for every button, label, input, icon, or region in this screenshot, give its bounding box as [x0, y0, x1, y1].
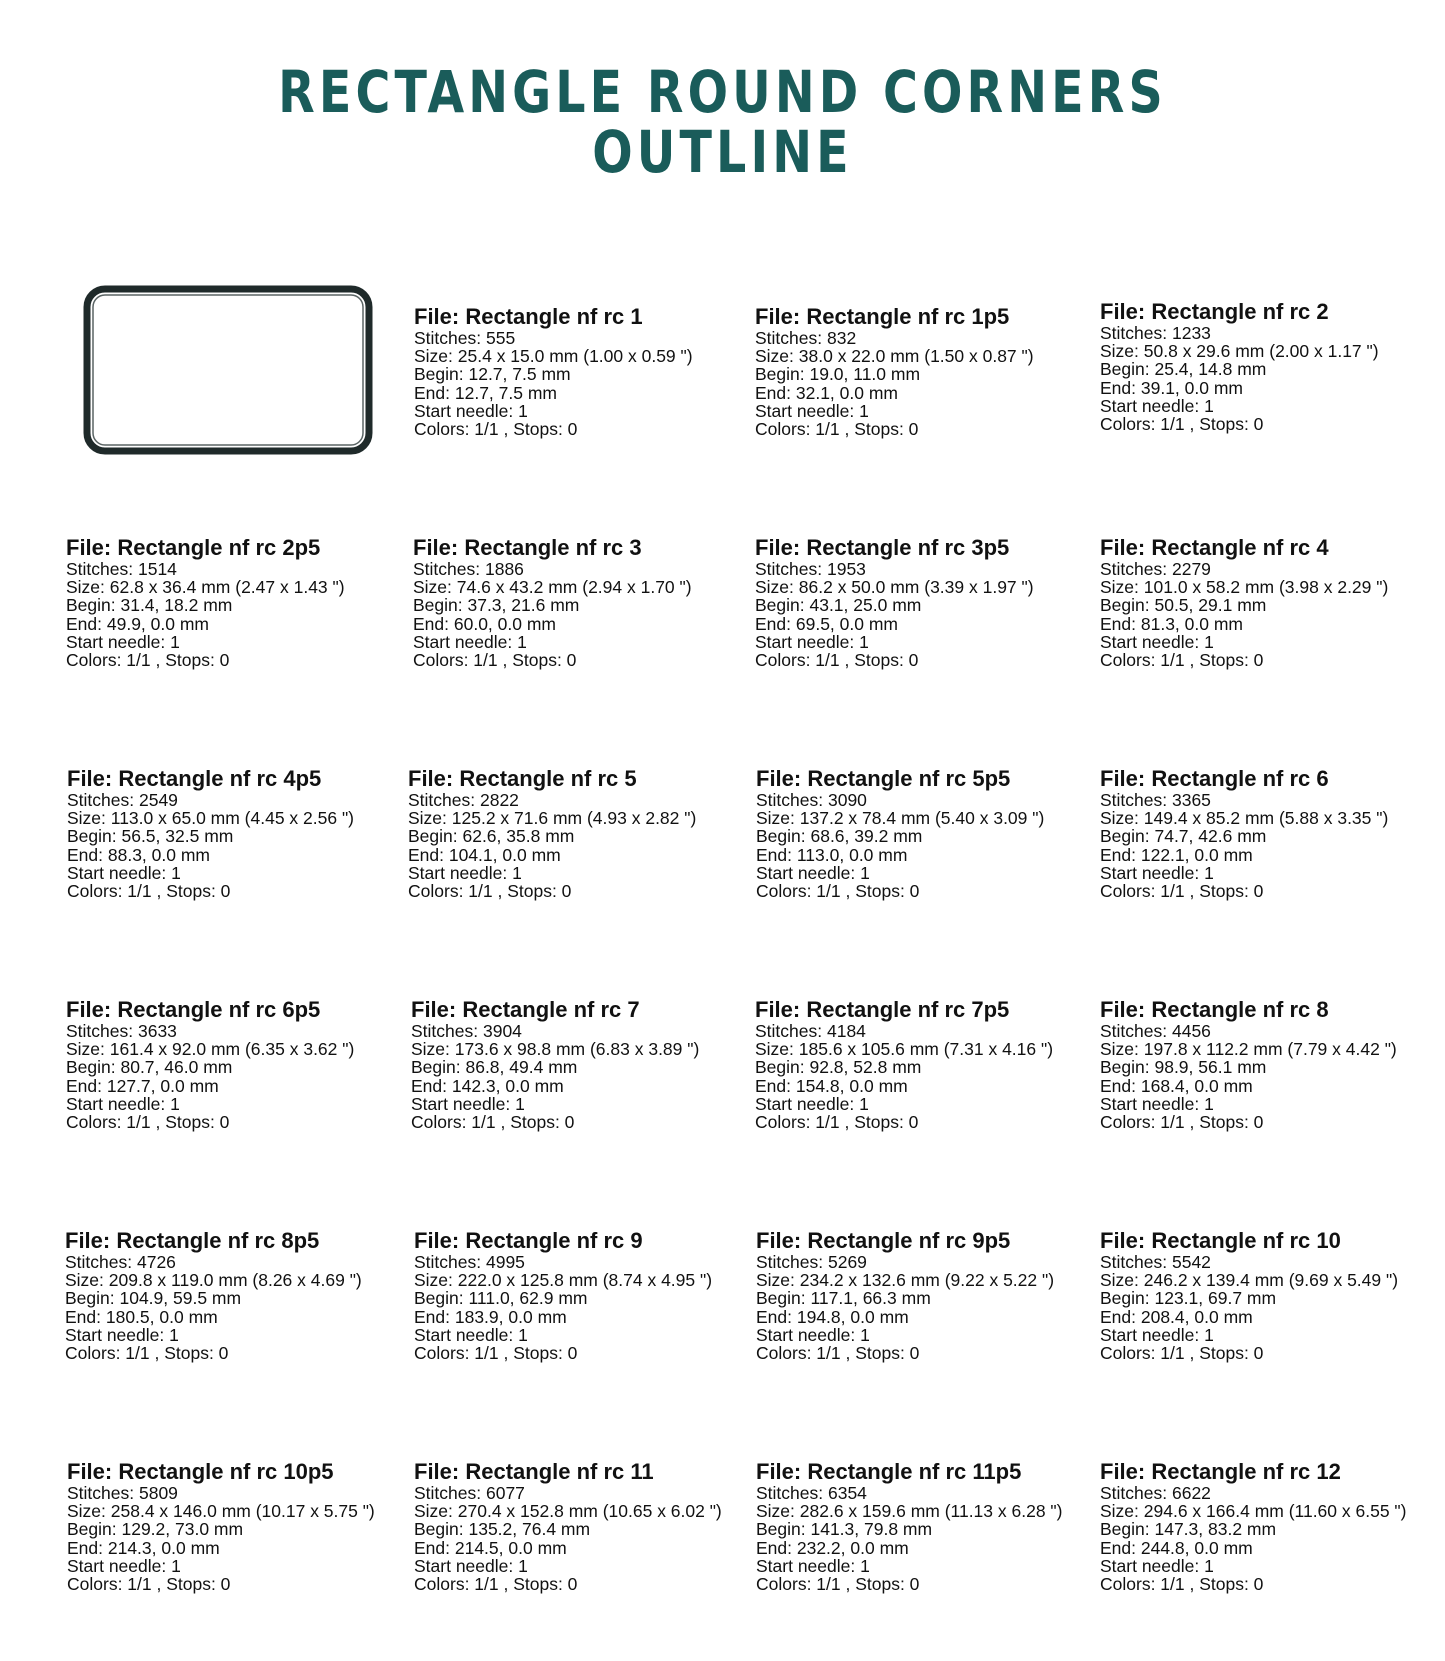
end-position: End: 113.0, 0.0 mm — [756, 844, 908, 865]
file-name: File: Rectangle nf rc 7 — [411, 997, 640, 1022]
design-size: Size: 62.8 x 36.4 mm (2.47 x 1.43 ") — [66, 577, 345, 598]
start-needle: Start needle: 1 — [1100, 1555, 1214, 1576]
file-card — [408, 767, 748, 900]
rounded-rectangle-outline-icon — [83, 285, 373, 455]
begin-position: Begin: 147.3, 83.2 mm — [1100, 1519, 1277, 1540]
start-needle: Start needle: 1 — [756, 1324, 870, 1345]
file-card — [1100, 1229, 1440, 1362]
start-needle: Start needle: 1 — [755, 400, 869, 421]
design-size: Size: 50.8 x 29.6 mm (2.00 x 1.17 ") — [1100, 341, 1379, 362]
end-position: End: 60.0, 0.0 mm — [413, 613, 556, 634]
start-needle: Start needle: 1 — [1100, 862, 1214, 883]
begin-position: Begin: 74.7, 42.6 mm — [1100, 826, 1267, 847]
file-name: File: Rectangle nf rc 2p5 — [66, 535, 321, 560]
begin-position: Begin: 98.9, 56.1 mm — [1100, 1057, 1267, 1078]
file-name: File: Rectangle nf rc 11 — [414, 1459, 654, 1484]
file-name: File: Rectangle nf rc 6 — [1100, 766, 1329, 791]
end-position: End: 180.5, 0.0 mm — [65, 1306, 218, 1327]
begin-position: Begin: 31.4, 18.2 mm — [66, 595, 233, 616]
stitches-count: Stitches: 4456 — [1100, 1021, 1211, 1041]
end-position: End: 39.1, 0.0 mm — [1100, 377, 1243, 398]
file-card — [1100, 300, 1440, 433]
design-size: Size: 222.0 x 125.8 mm (8.74 x 4.95 ") — [414, 1270, 713, 1291]
design-size: Size: 197.8 x 112.2 mm (7.79 x 4.42 ") — [1100, 1039, 1397, 1060]
start-needle: Start needle: 1 — [756, 862, 870, 883]
page-title-line-2: OUTLINE — [592, 118, 853, 186]
file-name: File: Rectangle nf rc 4p5 — [67, 766, 322, 791]
end-position: End: 81.3, 0.0 mm — [1100, 613, 1243, 634]
end-position: End: 49.9, 0.0 mm — [66, 613, 209, 634]
design-size: Size: 137.2 x 78.4 mm (5.40 x 3.09 ") — [756, 808, 1045, 829]
begin-position: Begin: 129.2, 73.0 mm — [67, 1519, 244, 1540]
end-position: End: 69.5, 0.0 mm — [755, 613, 898, 634]
colors-stops: Colors: 1/1 , Stops: 0 — [756, 1574, 920, 1595]
start-needle: Start needle: 1 — [414, 1324, 528, 1345]
stitches-count: Stitches: 5542 — [1100, 1252, 1211, 1272]
begin-position: Begin: 135.2, 76.4 mm — [414, 1519, 591, 1540]
colors-stops: Colors: 1/1 , Stops: 0 — [1100, 650, 1264, 671]
file-name: File: Rectangle nf rc 5 — [408, 766, 637, 791]
colors-stops: Colors: 1/1 , Stops: 0 — [756, 1343, 920, 1364]
end-position: End: 168.4, 0.0 mm — [1100, 1075, 1253, 1096]
end-position: End: 214.5, 0.0 mm — [414, 1537, 567, 1558]
design-size: Size: 258.4 x 146.0 mm (10.17 x 5.75 ") — [67, 1501, 375, 1522]
file-name: File: Rectangle nf rc 7p5 — [755, 997, 1010, 1022]
start-needle: Start needle: 1 — [414, 400, 528, 421]
stitches-count: Stitches: 4995 — [414, 1252, 525, 1272]
file-name: File: Rectangle nf rc 1 — [414, 304, 643, 329]
design-size: Size: 282.6 x 159.6 mm (11.13 x 6.28 ") — [756, 1501, 1063, 1522]
begin-position: Begin: 117.1, 66.3 mm — [756, 1288, 931, 1309]
file-card — [414, 1460, 754, 1593]
begin-position: Begin: 104.9, 59.5 mm — [65, 1288, 242, 1309]
end-position: End: 183.9, 0.0 mm — [414, 1306, 567, 1327]
design-size: Size: 234.2 x 132.6 mm (9.22 x 5.22 ") — [756, 1270, 1055, 1291]
start-needle: Start needle: 1 — [411, 1093, 525, 1114]
colors-stops: Colors: 1/1 , Stops: 0 — [414, 1343, 578, 1364]
stitches-count: Stitches: 1886 — [413, 559, 524, 579]
stitches-count: Stitches: 1514 — [66, 559, 177, 579]
stitches-count: Stitches: 6354 — [756, 1483, 867, 1503]
start-needle: Start needle: 1 — [1100, 395, 1214, 416]
design-size: Size: 209.8 x 119.0 mm (8.26 x 4.69 ") — [65, 1270, 362, 1291]
start-needle: Start needle: 1 — [755, 631, 869, 652]
design-size: Size: 294.6 x 166.4 mm (11.60 x 6.55 ") — [1100, 1501, 1407, 1522]
file-card — [67, 767, 407, 900]
end-position: End: 194.8, 0.0 mm — [756, 1306, 909, 1327]
colors-stops: Colors: 1/1 , Stops: 0 — [755, 1112, 919, 1133]
stitches-count: Stitches: 3090 — [756, 790, 867, 810]
colors-stops: Colors: 1/1 , Stops: 0 — [1100, 1343, 1264, 1364]
file-card — [755, 305, 1095, 438]
start-needle: Start needle: 1 — [755, 1093, 869, 1114]
file-name: File: Rectangle nf rc 11p5 — [756, 1459, 1022, 1484]
stitches-count: Stitches: 4726 — [65, 1252, 176, 1272]
end-position: End: 88.3, 0.0 mm — [67, 844, 210, 865]
end-position: End: 104.1, 0.0 mm — [408, 844, 561, 865]
end-position: End: 12.7, 7.5 mm — [414, 382, 557, 403]
file-card — [414, 1229, 754, 1362]
stitches-count: Stitches: 6077 — [414, 1483, 525, 1503]
begin-position: Begin: 123.1, 69.7 mm — [1100, 1288, 1277, 1309]
stitches-count: Stitches: 1233 — [1100, 323, 1211, 343]
colors-stops: Colors: 1/1 , Stops: 0 — [1100, 414, 1264, 435]
stitches-count: Stitches: 5809 — [67, 1483, 178, 1503]
design-size: Size: 74.6 x 43.2 mm (2.94 x 1.70 ") — [413, 577, 692, 598]
colors-stops: Colors: 1/1 , Stops: 0 — [65, 1343, 229, 1364]
colors-stops: Colors: 1/1 , Stops: 0 — [67, 881, 231, 902]
file-name: File: Rectangle nf rc 8p5 — [65, 1228, 320, 1253]
begin-position: Begin: 50.5, 29.1 mm — [1100, 595, 1267, 616]
begin-position: Begin: 92.8, 52.8 mm — [755, 1057, 922, 1078]
begin-position: Begin: 37.3, 21.6 mm — [413, 595, 580, 616]
design-size: Size: 173.6 x 98.8 mm (6.83 x 3.89 ") — [411, 1039, 700, 1060]
file-card — [413, 536, 753, 669]
file-name: File: Rectangle nf rc 9p5 — [756, 1228, 1011, 1253]
file-card — [756, 1229, 1096, 1362]
file-card — [755, 536, 1095, 669]
file-name: File: Rectangle nf rc 2 — [1100, 299, 1329, 324]
begin-position: Begin: 86.8, 49.4 mm — [411, 1057, 578, 1078]
end-position: End: 127.7, 0.0 mm — [66, 1075, 219, 1096]
begin-position: Begin: 56.5, 32.5 mm — [67, 826, 234, 847]
colors-stops: Colors: 1/1 , Stops: 0 — [1100, 1574, 1264, 1595]
stitches-count: Stitches: 2279 — [1100, 559, 1211, 579]
design-size: Size: 270.4 x 152.8 mm (10.65 x 6.02 ") — [414, 1501, 722, 1522]
design-size: Size: 25.4 x 15.0 mm (1.00 x 0.59 ") — [414, 346, 693, 367]
stitches-count: Stitches: 3904 — [411, 1021, 522, 1041]
file-card — [1100, 536, 1440, 669]
stitches-count: Stitches: 5269 — [756, 1252, 867, 1272]
stitches-count: Stitches: 2822 — [408, 790, 519, 810]
design-size: Size: 86.2 x 50.0 mm (3.39 x 1.97 ") — [755, 577, 1034, 598]
colors-stops: Colors: 1/1 , Stops: 0 — [1100, 881, 1264, 902]
start-needle: Start needle: 1 — [756, 1555, 870, 1576]
file-card — [1100, 1460, 1440, 1593]
colors-stops: Colors: 1/1 , Stops: 0 — [755, 419, 919, 440]
colors-stops: Colors: 1/1 , Stops: 0 — [414, 419, 578, 440]
start-needle: Start needle: 1 — [408, 862, 522, 883]
file-name: File: Rectangle nf rc 10 — [1100, 1228, 1341, 1253]
colors-stops: Colors: 1/1 , Stops: 0 — [1100, 1112, 1264, 1133]
page-title — [130, 58, 1315, 186]
file-card — [1100, 767, 1440, 900]
design-size: Size: 125.2 x 71.6 mm (4.93 x 2.82 ") — [408, 808, 697, 829]
colors-stops: Colors: 1/1 , Stops: 0 — [411, 1112, 575, 1133]
file-name: File: Rectangle nf rc 3 — [413, 535, 642, 560]
file-card — [65, 1229, 405, 1362]
file-card — [66, 536, 406, 669]
stitches-count: Stitches: 555 — [414, 328, 516, 348]
file-name: File: Rectangle nf rc 9 — [414, 1228, 643, 1253]
end-position: End: 154.8, 0.0 mm — [755, 1075, 908, 1096]
file-name: File: Rectangle nf rc 10p5 — [67, 1459, 334, 1484]
file-card — [756, 767, 1096, 900]
end-position: End: 208.4, 0.0 mm — [1100, 1306, 1253, 1327]
begin-position: Begin: 62.6, 35.8 mm — [408, 826, 575, 847]
file-name: File: Rectangle nf rc 4 — [1100, 535, 1329, 560]
file-card — [411, 998, 751, 1131]
begin-position: Begin: 111.0, 62.9 mm — [414, 1288, 588, 1309]
file-name: File: Rectangle nf rc 8 — [1100, 997, 1329, 1022]
design-size: Size: 38.0 x 22.0 mm (1.50 x 0.87 ") — [755, 346, 1034, 367]
end-position: End: 122.1, 0.0 mm — [1100, 844, 1253, 865]
file-name: File: Rectangle nf rc 1p5 — [755, 304, 1010, 329]
start-needle: Start needle: 1 — [66, 631, 180, 652]
design-size: Size: 185.6 x 105.6 mm (7.31 x 4.16 ") — [755, 1039, 1054, 1060]
stitches-count: Stitches: 3365 — [1100, 790, 1211, 810]
start-needle: Start needle: 1 — [413, 631, 527, 652]
file-card — [66, 998, 406, 1131]
file-card — [755, 998, 1095, 1131]
file-card — [414, 305, 754, 438]
design-size: Size: 101.0 x 58.2 mm (3.98 x 2.29 ") — [1100, 577, 1389, 598]
design-size: Size: 246.2 x 139.4 mm (9.69 x 5.49 ") — [1100, 1270, 1399, 1291]
begin-position: Begin: 25.4, 14.8 mm — [1100, 359, 1267, 380]
file-card — [1100, 998, 1440, 1131]
begin-position: Begin: 43.1, 25.0 mm — [755, 595, 922, 616]
end-position: End: 244.8, 0.0 mm — [1100, 1537, 1253, 1558]
colors-stops: Colors: 1/1 , Stops: 0 — [755, 650, 919, 671]
begin-position: Begin: 80.7, 46.0 mm — [66, 1057, 233, 1078]
begin-position: Begin: 141.3, 79.8 mm — [756, 1519, 933, 1540]
begin-position: Begin: 12.7, 7.5 mm — [414, 364, 571, 385]
design-size: Size: 149.4 x 85.2 mm (5.88 x 3.35 ") — [1100, 808, 1389, 829]
end-position: End: 32.1, 0.0 mm — [755, 382, 898, 403]
file-name: File: Rectangle nf rc 3p5 — [755, 535, 1010, 560]
begin-position: Begin: 68.6, 39.2 mm — [756, 826, 923, 847]
begin-position: Begin: 19.0, 11.0 mm — [755, 364, 921, 385]
stitches-count: Stitches: 1953 — [755, 559, 866, 579]
start-needle: Start needle: 1 — [414, 1555, 528, 1576]
stitches-count: Stitches: 4184 — [755, 1021, 866, 1041]
file-name: File: Rectangle nf rc 12 — [1100, 1459, 1341, 1484]
end-position: End: 214.3, 0.0 mm — [67, 1537, 220, 1558]
file-name: File: Rectangle nf rc 6p5 — [66, 997, 321, 1022]
start-needle: Start needle: 1 — [1100, 1324, 1214, 1345]
stitches-count: Stitches: 2549 — [67, 790, 178, 810]
colors-stops: Colors: 1/1 , Stops: 0 — [66, 1112, 230, 1133]
design-size: Size: 113.0 x 65.0 mm (4.45 x 2.56 ") — [67, 808, 354, 829]
stitches-count: Stitches: 3633 — [66, 1021, 177, 1041]
end-position: End: 142.3, 0.0 mm — [411, 1075, 564, 1096]
colors-stops: Colors: 1/1 , Stops: 0 — [66, 650, 230, 671]
design-size: Size: 161.4 x 92.0 mm (6.35 x 3.62 ") — [66, 1039, 355, 1060]
page-title-line-1: RECTANGLE ROUND CORNERS — [278, 58, 1167, 126]
stitches-count: Stitches: 6622 — [1100, 1483, 1211, 1503]
file-card — [756, 1460, 1096, 1593]
start-needle: Start needle: 1 — [65, 1324, 179, 1345]
colors-stops: Colors: 1/1 , Stops: 0 — [756, 881, 920, 902]
start-needle: Start needle: 1 — [67, 862, 181, 883]
colors-stops: Colors: 1/1 , Stops: 0 — [413, 650, 577, 671]
file-card — [67, 1460, 407, 1593]
colors-stops: Colors: 1/1 , Stops: 0 — [414, 1574, 578, 1595]
colors-stops: Colors: 1/1 , Stops: 0 — [408, 881, 572, 902]
start-needle: Start needle: 1 — [67, 1555, 181, 1576]
end-position: End: 232.2, 0.0 mm — [756, 1537, 909, 1558]
colors-stops: Colors: 1/1 , Stops: 0 — [67, 1574, 231, 1595]
file-name: File: Rectangle nf rc 5p5 — [756, 766, 1011, 791]
start-needle: Start needle: 1 — [66, 1093, 180, 1114]
start-needle: Start needle: 1 — [1100, 631, 1214, 652]
start-needle: Start needle: 1 — [1100, 1093, 1214, 1114]
stitches-count: Stitches: 832 — [755, 328, 857, 348]
